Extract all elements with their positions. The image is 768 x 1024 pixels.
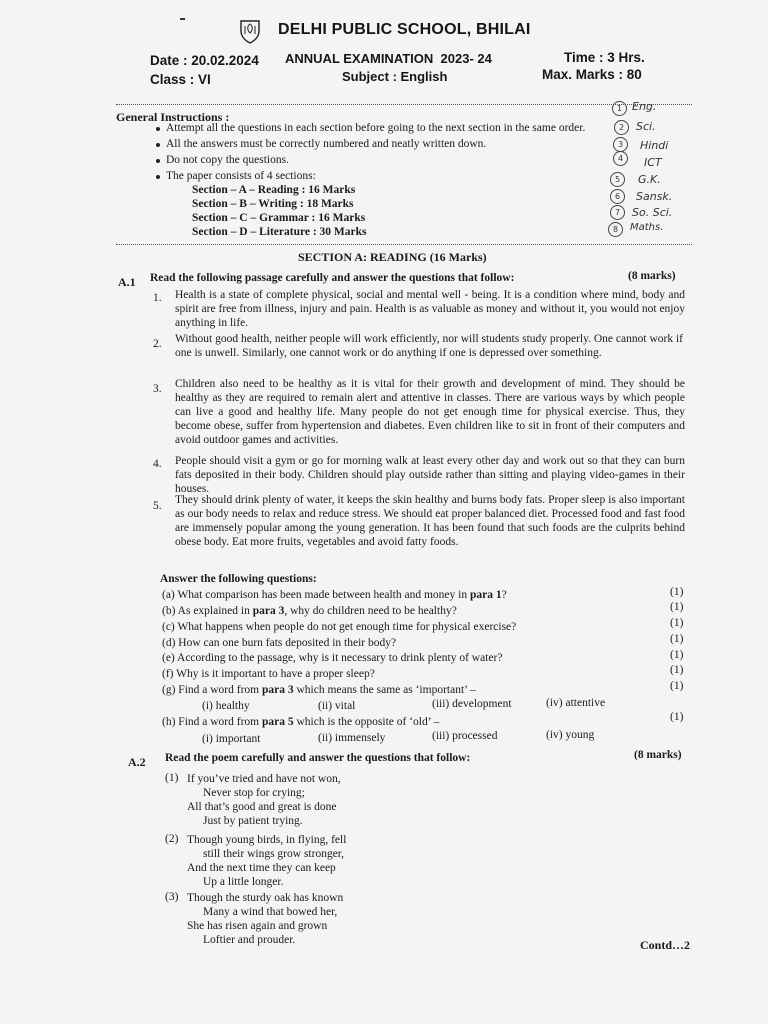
answer-heading: Answer the following questions: xyxy=(160,573,317,585)
question-marks: (1) xyxy=(670,711,684,723)
question-marks: (1) xyxy=(670,664,684,676)
handwritten-note: Maths. xyxy=(630,222,664,233)
question-marks: (1) xyxy=(670,680,684,692)
exam-title: ANNUAL EXAMINATION 2023- 24 xyxy=(285,51,492,66)
question-item: (e) According to the passage, why is it necessary to drink plenty of water? xyxy=(162,652,503,664)
stanza-number: (3) xyxy=(165,891,179,903)
handwritten-number: 4 xyxy=(613,151,628,166)
paragraph-number: 2. xyxy=(153,338,162,350)
poem-line: Though the sturdy oak has known xyxy=(187,892,344,904)
bullet xyxy=(156,143,160,147)
bullet xyxy=(156,175,160,179)
question-label: A.1 xyxy=(118,275,136,289)
question-marks: (8 marks) xyxy=(634,749,682,761)
handwritten-number: 5 xyxy=(610,172,625,187)
school-name: DELHI PUBLIC SCHOOL, BHILAI xyxy=(278,21,531,38)
poem-line: She has risen again and grown xyxy=(187,920,328,932)
school-logo-icon xyxy=(238,18,262,44)
section-summary: Section – A – Reading : 16 Marks xyxy=(192,184,356,196)
option-item: (i) healthy xyxy=(202,700,250,712)
section-summary: Section – C – Grammar : 16 Marks xyxy=(192,212,366,224)
handwritten-number: 8 xyxy=(608,222,623,237)
question-marks: (8 marks) xyxy=(628,270,676,282)
instruction-item: Do not copy the questions. xyxy=(166,154,289,166)
scan-mark xyxy=(180,18,185,20)
poem-line: Many a wind that bowed her, xyxy=(203,906,338,918)
question-marks: (1) xyxy=(670,586,684,598)
time-label: Time : 3 Hrs. xyxy=(564,50,645,65)
handwritten-note: Sansk. xyxy=(636,190,673,203)
handwritten-number: 1 xyxy=(612,101,627,116)
divider xyxy=(116,104,692,105)
instructions-title: General Instructions : xyxy=(116,110,230,124)
section-a-title: SECTION A: READING (16 Marks) xyxy=(298,250,487,264)
subject-label: Subject : English xyxy=(342,69,448,84)
question-marks: (1) xyxy=(670,633,684,645)
section-summary: Section – B – Writing : 18 Marks xyxy=(192,198,354,210)
question-heading: Read the following passage carefully and answer the questions that follow: xyxy=(150,272,515,284)
question-item: (f) Why is it important to have a proper sleep? xyxy=(162,668,375,680)
instruction-item: Attempt all the questions in each section before going to the next section in the same order. xyxy=(166,122,586,134)
passage-paragraph: Without good health, neither people will work efficiently, nor will students study properly. One cannot work if one is unwell. Similarly, one cannot work or do anything if one is depressed over something. xyxy=(175,333,683,359)
question-item: (b) As explained in para 3, why do children need to be healthy? xyxy=(162,605,457,617)
handwritten-note: Eng. xyxy=(632,100,657,113)
question-item: (a) What comparison has been made between health and money in para 1? xyxy=(162,589,507,601)
section-summary: Section – D – Literature : 30 Marks xyxy=(192,226,367,238)
handwritten-note: G.K. xyxy=(638,173,661,186)
paragraph-number: 5. xyxy=(153,500,162,512)
option-item: (iii) processed xyxy=(432,730,498,742)
question-item: (h) Find a word from para 5 which is the opposite of ‘old’ – xyxy=(162,716,440,728)
paragraph-number: 4. xyxy=(153,458,162,470)
passage-paragraph: Children also need to be healthy as it is vital for their growth and development of mind. They should be healthy as they are required to remain alert and attentive in classes. There are various ways by which people can live a good and healthy life. Many people do not get enough time for physical exercise. Thus, they become obese, suffer from hypertension and diabetes. Even children like to sit in front of their computers and avoid outdoor games and activities. xyxy=(175,378,685,446)
question-item: (d) How can one burn fats deposited in their body? xyxy=(162,637,397,649)
passage-paragraph: Health is a state of complete physical, social and mental well - being. It is a condition where mind, body and spirit are free from illness, injury and pain. Health is as valuable as money and without it, you would not enjoy anything in life. xyxy=(175,289,685,329)
divider xyxy=(116,244,692,245)
question-label: A.2 xyxy=(128,755,146,769)
handwritten-note: Sci. xyxy=(636,120,656,133)
poem-line: Up a little longer. xyxy=(203,876,284,888)
class-label: Class : VI xyxy=(150,72,211,87)
passage-paragraph: They should drink plenty of water, it keeps the skin healthy and burns body fats. Proper sleep is also important as our body needs to relax and reduce stress. We should eat proper balanced diet. Processed food and fast food are immensely popular among the young generation. It has been found that such foods are the culprits behind obese body. Eat more fruits, vegetables and avoid fatty foods. xyxy=(175,494,685,548)
poem-line: All that’s good and great is done xyxy=(187,801,337,813)
handwritten-number: 7 xyxy=(610,205,625,220)
question-marks: (1) xyxy=(670,617,684,629)
poem-line: Loftier and prouder. xyxy=(203,934,296,946)
handwritten-number: 6 xyxy=(610,189,625,204)
stanza-number: (1) xyxy=(165,772,179,784)
poem-line: still their wings grow stronger, xyxy=(203,848,345,860)
question-marks: (1) xyxy=(670,649,684,661)
passage-paragraph: People should visit a gym or go for morning walk at least every other day and work out so that they can burn fats deposited in their body. Children should play outside rather than sitting and playing video-games in their houses. xyxy=(175,455,685,495)
question-marks: (1) xyxy=(670,601,684,613)
bullet xyxy=(156,159,160,163)
option-item: (iv) attentive xyxy=(546,697,606,709)
poem-line: Just by patient trying. xyxy=(203,815,303,827)
handwritten-number: 2 xyxy=(614,120,629,135)
question-item: (g) Find a word from para 3 which means the same as ‘important’ – xyxy=(162,684,476,696)
bullet xyxy=(156,127,160,131)
max-marks-label: Max. Marks : 80 xyxy=(542,67,642,82)
option-item: (ii) vital xyxy=(318,700,356,712)
question-item: (c) What happens when people do not get enough time for physical exercise? xyxy=(162,621,517,633)
exam-date: Date : 20.02.2024 xyxy=(150,53,259,68)
poem-line: Though young birds, in flying, fell xyxy=(187,834,347,846)
poem-line: And the next time they can keep xyxy=(187,862,336,874)
handwritten-note: So. Sci. xyxy=(632,206,673,219)
stanza-number: (2) xyxy=(165,833,179,845)
option-item: (iii) development xyxy=(432,698,512,710)
option-item: (i) important xyxy=(202,733,261,745)
instruction-item: All the answers must be correctly numbered and neatly written down. xyxy=(166,138,487,150)
poem-line: If you’ve tried and have not won, xyxy=(187,773,341,785)
option-item: (ii) immensely xyxy=(318,732,386,744)
paragraph-number: 3. xyxy=(153,383,162,395)
poem-line: Never stop for crying; xyxy=(203,787,305,799)
handwritten-note: Hindi xyxy=(640,139,669,152)
paragraph-number: 1. xyxy=(153,292,162,304)
instruction-item: The paper consists of 4 sections: xyxy=(166,170,316,182)
option-item: (iv) young xyxy=(546,729,595,741)
continued-note: Contd…2 xyxy=(640,938,691,952)
handwritten-number: 3 xyxy=(613,137,628,152)
question-heading: Read the poem carefully and answer the questions that follow: xyxy=(165,752,471,764)
handwritten-note: ICT xyxy=(644,156,662,169)
